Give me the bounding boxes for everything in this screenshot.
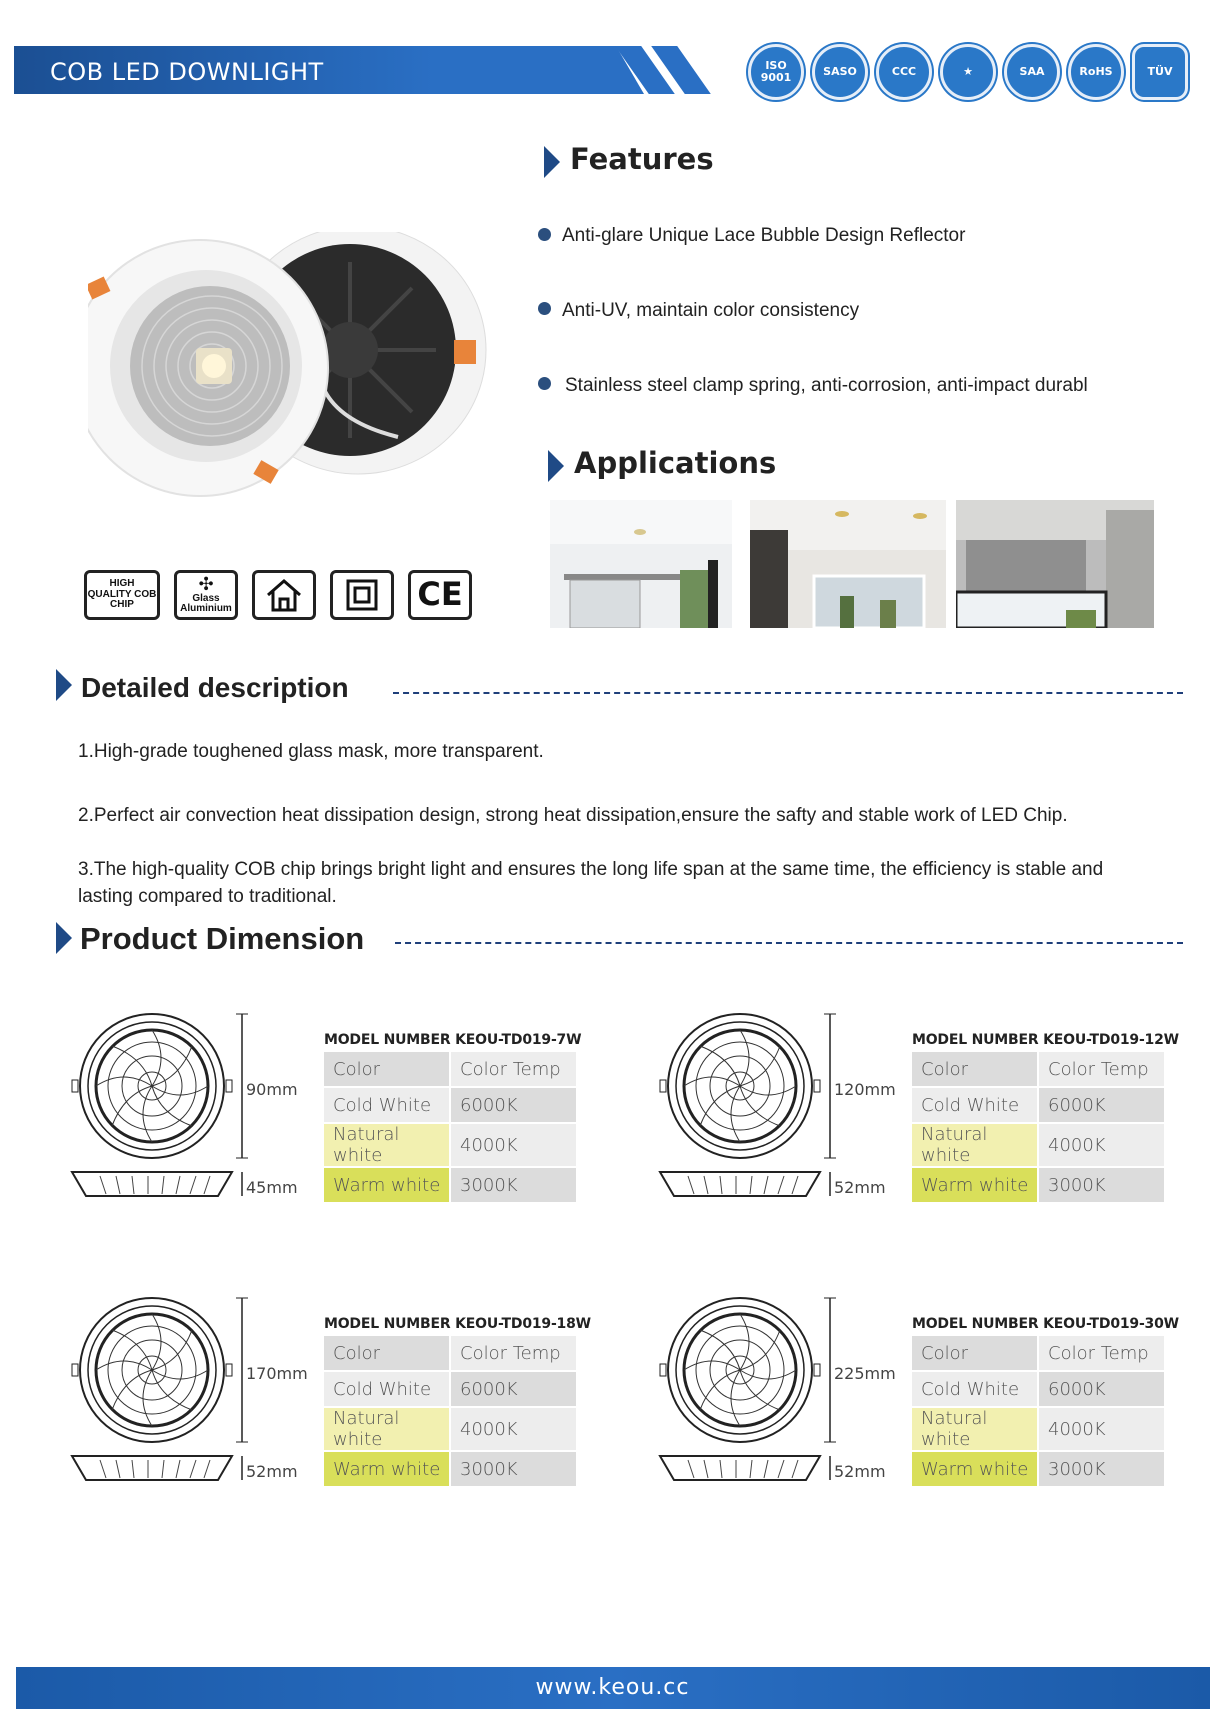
table-cell: 6000K [451,1088,576,1122]
application-photo-dining [956,500,1154,628]
table-cell: Color Temp [1039,1052,1164,1086]
dimension-drawing-7w [70,1012,310,1204]
divider [393,692,1183,694]
table-cell: 3000K [1039,1168,1164,1202]
height-label: 52mm [834,1462,886,1481]
dimension-drawing-18w [70,1296,310,1488]
table-cell: Cold White [324,1372,449,1406]
table-cell: Warm white [324,1168,449,1202]
table-cell: Cold White [324,1088,449,1122]
table-cell: 4000K [451,1408,576,1450]
rohs-icon: RoHS [1068,44,1124,100]
divider [395,942,1183,944]
table-cell: Natural white [912,1124,1037,1166]
spec-table [910,1050,1166,1204]
spec-table [322,1334,578,1488]
model-number: MODEL NUMBER KEOU-TD019-18W [324,1316,591,1332]
model-number: MODEL NUMBER KEOU-TD019-7W [324,1032,582,1048]
table-cell: Color [912,1336,1037,1370]
table-cell: Natural white [912,1408,1037,1450]
application-photo-kitchen [750,500,946,628]
description-title: Detailed description [81,672,349,703]
feature-item: Anti-glare Unique Lace Bubble Design Reflector [562,225,966,246]
height-label: 52mm [246,1462,298,1481]
table-cell: Cold White [912,1372,1037,1406]
table-cell: Warm white [912,1452,1037,1486]
tuv-icon: TÜV [1132,44,1188,100]
footer-url[interactable]: www.keou.cc [535,1675,690,1700]
dimension-drawing-30w [658,1296,898,1488]
table-cell: Color Temp [1039,1336,1164,1370]
table-cell: 3000K [451,1452,576,1486]
saso-icon: SASO [812,44,868,100]
table-cell: Cold White [912,1088,1037,1122]
cob-chip-icon: HIGH QUALITY COB CHIP [84,570,160,620]
seal-icon: ★ [940,44,996,100]
table-cell: 3000K [1039,1452,1164,1486]
dimension-title: Product Dimension [80,921,365,956]
feature-item: Anti-UV, maintain color consistency [562,300,860,321]
downlight-photo [88,232,508,502]
table-cell: Color [324,1336,449,1370]
application-photo-living [550,500,732,628]
feature-badges [84,570,472,620]
diameter-label: 170mm [246,1364,308,1383]
ce-icon: CE [408,570,472,620]
certification-logos [748,44,1188,100]
page-title: COB LED DOWNLIGHT [50,58,324,86]
table-cell: Color [324,1052,449,1086]
table-cell: 4000K [1039,1124,1164,1166]
description-item: 2.Perfect air convection heat dissipation design, strong heat dissipation,ensure the safty and stable work of LED Chip. [78,805,1068,826]
model-number: MODEL NUMBER KEOU-TD019-12W [912,1032,1179,1048]
table-cell: Color [912,1052,1037,1086]
height-label: 45mm [246,1178,298,1197]
applications-arrow-icon [548,450,564,482]
model-number: MODEL NUMBER KEOU-TD019-30W [912,1316,1179,1332]
table-cell: 6000K [1039,1372,1164,1406]
description-arrow-icon [56,669,72,701]
table-cell: 4000K [1039,1408,1164,1450]
dimension-drawing-12w [658,1012,898,1204]
table-cell: Natural white [324,1124,449,1166]
features-title: Features [570,142,714,176]
feature-item: Stainless steel clamp spring, anti-corrosion, anti-impact durabl [565,375,1088,396]
table-cell: Color Temp [451,1336,576,1370]
description-item: 1.High-grade toughened glass mask, more transparent. [78,741,544,762]
bullet-icon [538,302,551,315]
description-item: 3.The high-quality COB chip brings bright light and ensures the long life span at the same time, the efficiency is stable and lasting compared to traditional. [78,859,1104,907]
house-icon [252,570,316,620]
height-label: 52mm [834,1178,886,1197]
table-cell: 6000K [1039,1088,1164,1122]
features-arrow-icon [544,146,560,178]
table-cell: 6000K [451,1372,576,1406]
fan-icon-label: Glass Aluminium [180,592,232,615]
saa-icon: SAA [1004,44,1060,100]
diameter-label: 90mm [246,1080,298,1099]
diameter-label: 225mm [834,1364,896,1383]
ccc-icon: CCC [876,44,932,100]
diameter-label: 120mm [834,1080,896,1099]
table-cell: Natural white [324,1408,449,1450]
double-square-icon [330,570,394,620]
spec-table [322,1050,578,1204]
table-cell: Warm white [324,1452,449,1486]
bullet-icon [538,377,551,390]
applications-title: Applications [574,446,777,480]
fan-icon: ✣ Glass Aluminium [174,570,238,620]
iso-icon: ISO 9001 [748,44,804,100]
table-cell: Color Temp [451,1052,576,1086]
bullet-icon [538,228,551,241]
table-cell: 3000K [451,1168,576,1202]
table-cell: 4000K [451,1124,576,1166]
dimension-arrow-icon [56,922,72,954]
spec-table [910,1334,1166,1488]
table-cell: Warm white [912,1168,1037,1202]
